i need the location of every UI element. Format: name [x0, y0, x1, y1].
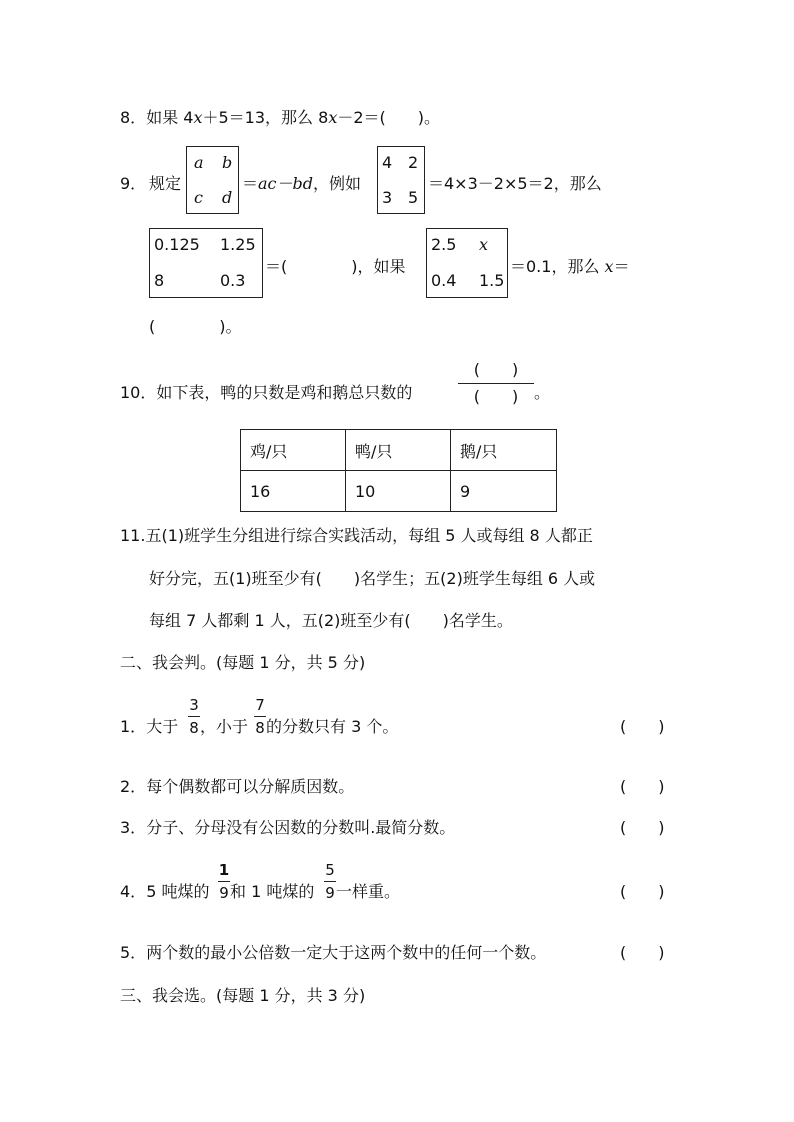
- fraction-1-9: 1 9: [218, 861, 230, 902]
- judge-item-1-post: 的分数只有 3 个。: [266, 717, 399, 736]
- judge-item-1-mid: ，小于: [200, 717, 249, 736]
- answer-paren: ( ): [620, 818, 665, 837]
- judge-item-3: 3．分子、分母没有公因数的分数叫.最简分数。: [120, 818, 456, 837]
- judge-item-1: 1．大于: [120, 717, 179, 736]
- q10-end: 。: [534, 383, 551, 402]
- q9-blank-1: ＝( )，如果: [265, 257, 406, 276]
- judge-item-4: 4．5 吨煤的: [120, 882, 210, 901]
- table-cell: 16: [241, 471, 346, 512]
- judge-item-2: 2．每个偶数都可以分解质因数。: [120, 777, 355, 796]
- table-header: 鸭/只: [346, 430, 451, 471]
- section3-title: 三、我会选。(每题 1 分，共 3 分): [120, 986, 366, 1005]
- q9-definition-matrix: a b c d: [186, 146, 239, 214]
- q10-table: [240, 429, 557, 512]
- answer-paren: ( ): [620, 943, 665, 962]
- q9-matrix-1: 0.125 1.25 8 0.3: [149, 228, 263, 298]
- table-row: [241, 471, 557, 512]
- fraction-3-8: 3 8: [189, 696, 199, 737]
- answer-paren: ( ): [620, 777, 665, 796]
- q10-text: 10．如下表，鸭的只数是鸡和鹅总只数的: [120, 383, 413, 402]
- answer-paren: ( ): [620, 717, 665, 736]
- q8-line: 8．如果 4x＋5＝13，那么 8x－2＝( )。: [120, 108, 441, 127]
- q9-example-matrix: 4 2 3 5: [377, 146, 425, 214]
- q11-line-1: 11.五(1)班学生分组进行综合实践活动，每组 5 人或每组 8 人都正: [120, 526, 593, 545]
- table-cell: 10: [346, 471, 451, 512]
- q9-example-result: ＝4×3－2×5＝2，那么: [428, 174, 602, 193]
- section2-title: 二、我会判。(每题 1 分，共 5 分): [120, 653, 366, 672]
- fraction-7-8: 7 8: [255, 696, 265, 737]
- fraction-bar: [458, 383, 534, 384]
- q9-prefix: 规定: [149, 174, 182, 193]
- table-cell: 9: [451, 471, 557, 512]
- answer-paren: ( ): [620, 882, 665, 901]
- q9-condition: ＝0.1，那么 x＝: [510, 257, 630, 276]
- q9-blank-2: ( )。: [149, 317, 242, 336]
- judge-item-5: 5．两个数的最小公倍数一定大于这两个数中的任何一个数。: [120, 943, 547, 962]
- judge-item-4-post: 一样重。: [336, 882, 401, 901]
- q10-fraction-blank: ( ) ( ): [458, 359, 534, 415]
- table-header: 鹅/只: [451, 430, 557, 471]
- table-header: 鸡/只: [241, 430, 346, 471]
- q9-number: 9．: [120, 174, 147, 193]
- table-row: [241, 430, 557, 471]
- q9-matrix-2: 2.5 x 0.4 1.5: [426, 228, 508, 298]
- q11-line-2: 好分完，五(1)班至少有( )名学生；五(2)班学生每组 6 人或: [149, 569, 596, 588]
- q11-line-3: 每组 7 人都剩 1 人，五(2)班至少有( )名学生。: [149, 611, 513, 630]
- fraction-5-9: 5 9: [325, 861, 335, 902]
- judge-item-4-mid: 和 1 吨煤的: [230, 882, 315, 901]
- q9-definition: ＝ac－bd，例如: [242, 174, 362, 193]
